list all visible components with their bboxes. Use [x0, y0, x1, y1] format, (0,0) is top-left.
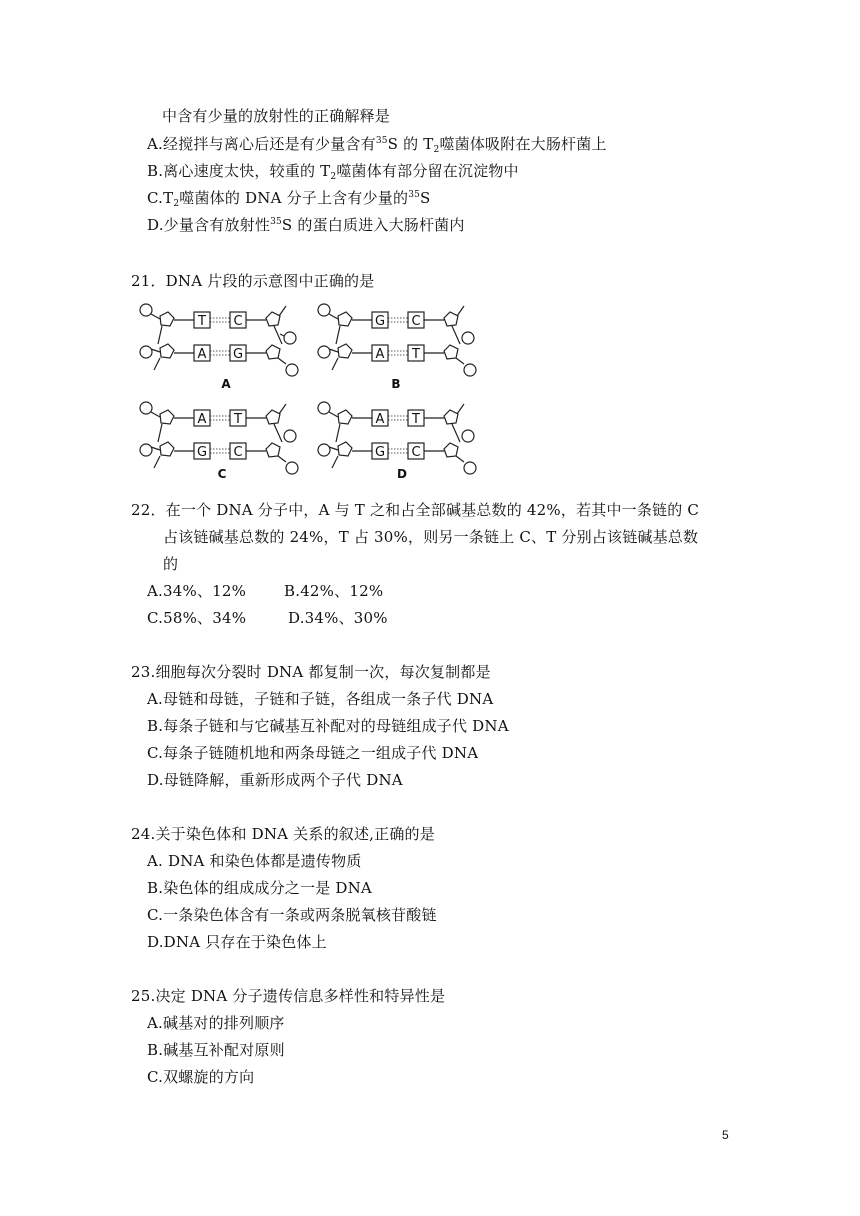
q24-option-d: D.DNA 只存在于染色体上	[147, 933, 327, 951]
q20-option-c: $C.T_2$噬菌体的 DNA 分子上含有少量的$^{35}$S	[147, 189, 431, 209]
q23-option-c: C.每条子链随机地和两条母链之一组成子代 DNA	[147, 744, 479, 762]
q24-option-b: B.染色体的组成成分之一是 DNA	[147, 879, 372, 897]
q22-option-a: A.34%、12%	[147, 582, 247, 600]
page-number: 5	[722, 1128, 729, 1142]
panel-a-bottom-right-base: G	[232, 347, 244, 362]
panel-b-bottom-right-base: T	[412, 347, 420, 362]
q20-option-a: A.经搅拌与离心后还是有少量含有$^{35}$S 的 $T_2$噬菌体吸附在大肠杆菌上	[147, 135, 607, 155]
q20-stem-continuation: 中含有少量的放射性的正确解释是	[162, 107, 391, 125]
panel-c-top-right-base: T	[234, 412, 242, 427]
panel-b-bottom-left-base: A	[375, 347, 385, 362]
q25-stem: 25.决定 DNA 分子遗传信息多样性和特异性是	[131, 987, 446, 1005]
panel-b	[318, 304, 476, 376]
q22-option-c: C.58%、34%	[147, 609, 247, 627]
panel-d	[318, 402, 476, 474]
q25-option-b: B.碱基互补配对原则	[147, 1041, 285, 1059]
panel-c-label: C	[217, 467, 227, 481]
q21-stem: 21．DNA 片段的示意图中正确的是	[131, 272, 375, 290]
panel-c	[140, 402, 298, 474]
panel-b-top-right-base: C	[411, 314, 421, 329]
panel-d-bottom-right-base: C	[411, 445, 421, 460]
q20-option-b: B.离心速度太快，较重的 $T_2$噬菌体有部分留在沉淀物中	[147, 162, 519, 182]
q23-option-b: B.每条子链和与它碱基互补配对的母链组成子代 DNA	[147, 717, 509, 735]
panel-b-top-left-base: G	[374, 314, 386, 329]
panel-d-top-left-base: A	[375, 412, 385, 427]
panel-c-bottom-left-base: G	[196, 445, 208, 460]
dna-diagram	[132, 298, 482, 488]
panel-d-label: D	[397, 467, 407, 481]
q22-stem-line3: 的	[163, 555, 179, 573]
panel-c-bottom-right-base: C	[233, 445, 243, 460]
panel-d-top-right-base: T	[412, 412, 420, 427]
q22-stem-line1: 22．在一个 DNA 分子中，A 与 T 之和占全部碱基总数的 42%，若其中一条链的 C	[131, 501, 700, 519]
q23-stem: 23.细胞每次分裂时 DNA 都复制一次，每次复制都是	[131, 663, 491, 681]
panel-a-top-left-base: T	[198, 314, 206, 329]
panel-d-bottom-left-base: G	[374, 445, 386, 460]
q23-option-d: D.母链降解，重新形成两个子代 DNA	[147, 771, 403, 789]
q24-option-c: C.一条染色体含有一条或两条脱氧核苷酸链	[147, 906, 437, 924]
dna-fragment-figure	[132, 298, 482, 488]
q22-stem-line2: 占该链碱基总数的 24%，T 占 30%，则另一条链上 C、T 分别占该链碱基总数	[163, 528, 699, 546]
q24-stem: 24.关于染色体和 DNA 关系的叙述,正确的是	[131, 825, 435, 843]
panel-c-top-left-base: A	[197, 412, 207, 427]
panel-a	[140, 304, 298, 376]
q25-option-c: C.双螺旋的方向	[147, 1068, 255, 1086]
panel-b-label: B	[391, 377, 401, 391]
q22-option-b: B.42%、12%	[284, 582, 384, 600]
q20-option-d: D.少量含有放射性$^{35}$S 的蛋白质进入大肠杆菌内	[147, 216, 465, 234]
q22-option-d: D.34%、30%	[288, 609, 388, 627]
panel-a-label: A	[221, 377, 231, 391]
q23-option-a: A.母链和母链，子链和子链，各组成一条子代 DNA	[147, 690, 494, 708]
panel-a-bottom-left-base: A	[197, 347, 207, 362]
q24-option-a: A. DNA 和染色体都是遗传物质	[147, 852, 362, 870]
q25-option-a: A.碱基对的排列顺序	[147, 1014, 285, 1032]
panel-a-top-right-base: C	[233, 314, 243, 329]
